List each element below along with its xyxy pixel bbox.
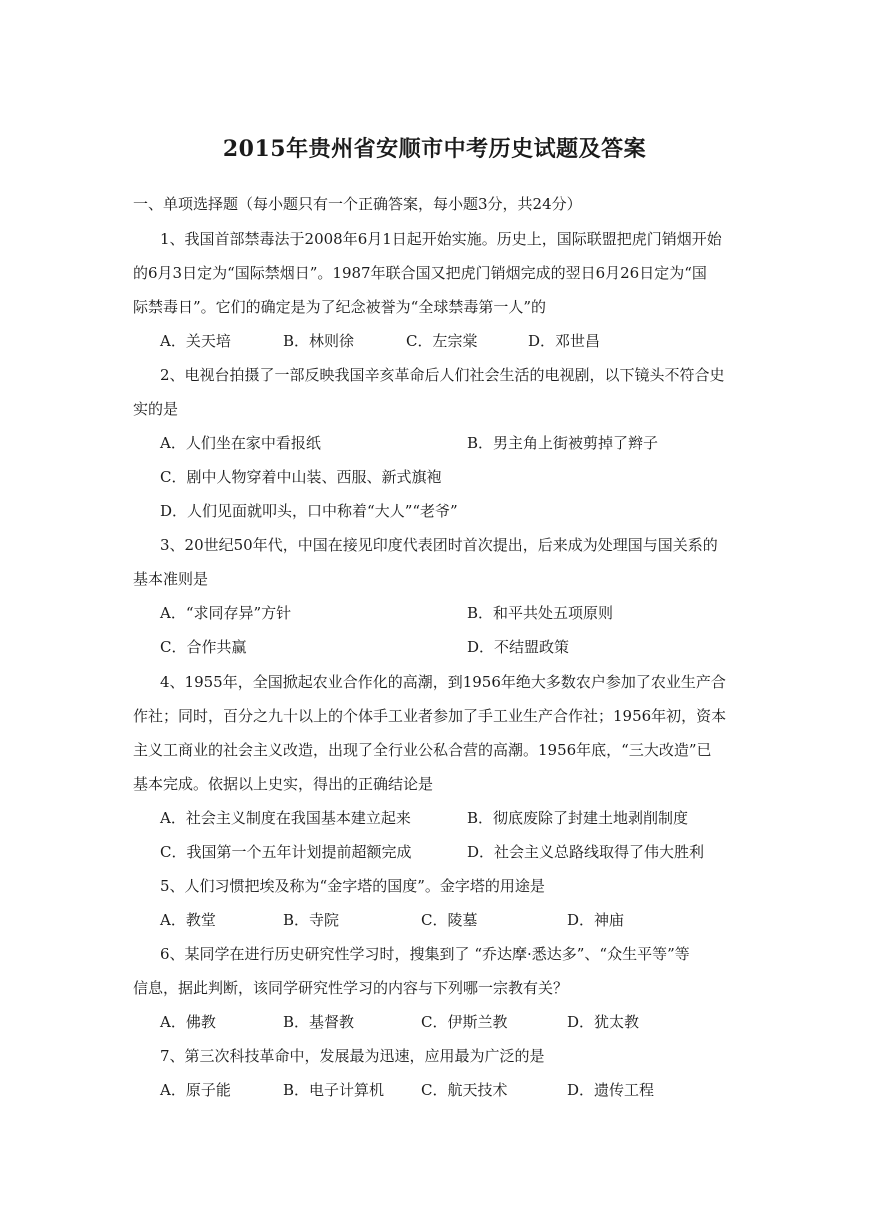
question-1-option-c: C．左宗棠 — [406, 332, 478, 350]
question-1-option-d: D．邓世昌 — [528, 332, 601, 350]
question-5-option-c: C．陵墓 — [421, 911, 478, 929]
question-3-option-a: A．“求同存异”方针 — [160, 604, 292, 622]
section-heading: 一、单项选择题（每小题只有一个正确答案，每小题3分，共24分） — [133, 195, 582, 213]
question-1-line-1: 1、我国首部禁毒法于2008年6月1日起开始实施。历史上，国际联盟把虎门销烟开始 — [160, 230, 722, 248]
question-4-line-4: 基本完成。依据以上史实，得出的正确结论是 — [133, 775, 434, 793]
question-1-line-3: 际禁毒日”。它们的确定是为了纪念被誉为“全球禁毒第一人”的 — [133, 298, 547, 316]
question-3-line-1: 3、20世纪50年代，中国在接见印度代表团时首次提出，后来成为处理国与国关系的 — [160, 536, 718, 554]
question-6-option-b: B．基督教 — [283, 1013, 355, 1031]
question-2-option-d: D．人们见面就叩头，口中称着“大人”“老爷” — [160, 502, 458, 520]
question-2-line-2: 实的是 — [133, 400, 179, 418]
question-4-option-c: C．我国第一个五年计划提前超额完成 — [160, 843, 412, 861]
question-5-option-a: A．教堂 — [160, 911, 216, 929]
question-4-option-a: A．社会主义制度在我国基本建立起来 — [160, 809, 411, 827]
question-3-option-b: B．和平共处五项原则 — [467, 604, 614, 622]
question-4-line-2: 作社；同时，百分之九十以上的个体手工业者参加了手工业生产合作社；1956年初，资本 — [133, 707, 727, 725]
question-6-line-2: 信息，据此判断，该同学研究性学习的内容与下列哪一宗教有关？ — [133, 979, 569, 997]
question-5-option-d: D．神庙 — [567, 911, 625, 929]
question-4-option-b: B．彻底废除了封建土地剥削制度 — [467, 809, 689, 827]
question-6-option-c: C．伊斯兰教 — [421, 1013, 508, 1031]
page-title: 2015年贵州省安顺市中考历史试题及答案 — [222, 136, 647, 162]
question-7-option-c: C．航天技术 — [421, 1081, 508, 1099]
question-2-option-c: C．剧中人物穿着中山装、西服、新式旗袍 — [160, 468, 442, 486]
question-1-option-b: B．林则徐 — [283, 332, 355, 350]
question-7-option-a: A．原子能 — [160, 1081, 231, 1099]
question-5-line-1: 5、人们习惯把埃及称为“金字塔的国度”。金字塔的用途是 — [160, 877, 545, 895]
question-3-option-c: C．合作共赢 — [160, 638, 247, 656]
question-6-option-a: A．佛教 — [160, 1013, 216, 1031]
question-6-line-1: 6、某同学在进行历史研究性学习时，搜集到了 “乔达摩·悉达多”、“众生平等”等 — [160, 945, 690, 963]
question-2-option-a: A．人们坐在家中看报纸 — [160, 434, 321, 452]
question-6-option-d: D．犹太教 — [567, 1013, 640, 1031]
question-1-option-a: A．关天培 — [160, 332, 231, 350]
question-4-line-3: 主义工商业的社会主义改造，出现了全行业公私合营的高潮。1956年底，“三大改造”已 — [133, 741, 712, 759]
question-5-option-b: B．寺院 — [283, 911, 340, 929]
question-4-line-1: 4、1955年，全国掀起农业合作化的高潮，到1956年绝大多数农户参加了农业生产合 — [160, 673, 726, 691]
question-7-line-1: 7、第三次科技革命中，发展最为迅速，应用最为广泛的是 — [160, 1047, 545, 1065]
question-2-line-1: 2、电视台拍摄了一部反映我国辛亥革命后人们社会生活的电视剧，以下镜头不符合史 — [160, 366, 725, 384]
question-3-line-2: 基本准则是 — [133, 570, 209, 588]
question-2-option-b: B．男主角上街被剪掉了辫子 — [467, 434, 659, 452]
question-1-line-2: 的6月3日定为“国际禁烟日”。1987年联合国又把虎门销烟完成的翌日6月26日定为“国 — [133, 264, 707, 282]
question-7-option-b: B．电子计算机 — [283, 1081, 385, 1099]
question-7-option-d: D．遗传工程 — [567, 1081, 655, 1099]
question-4-option-d: D．社会主义总路线取得了伟大胜利 — [467, 843, 705, 861]
question-3-option-d: D．不结盟政策 — [467, 638, 570, 656]
